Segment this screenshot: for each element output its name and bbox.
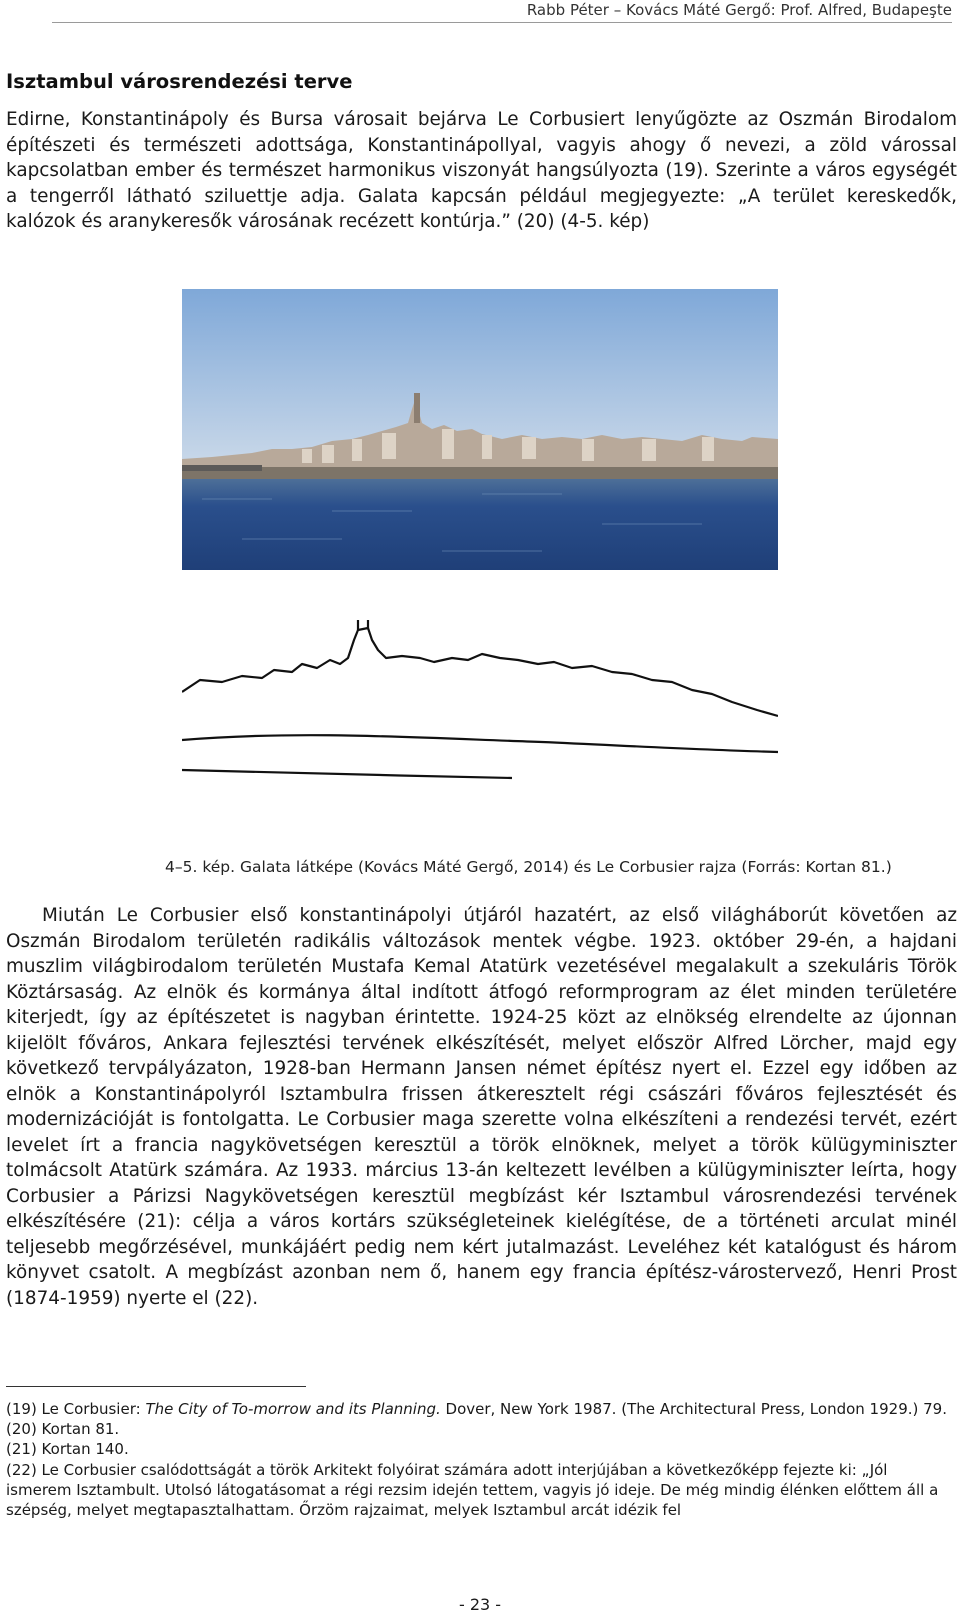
- section-title: Isztambul városrendezési terve: [6, 70, 353, 93]
- running-header: Rabb Péter – Kovács Máté Gergő: Prof. Alfred, Budapeşte: [52, 0, 952, 23]
- galata-photo: [182, 289, 778, 570]
- figure-caption: [165, 858, 892, 876]
- footnote-20: (20) Kortan 81.: [6, 1420, 120, 1439]
- footnote-divider: [6, 1386, 306, 1387]
- figure-caption-text: Galata látképe (Kovács Máté Gergő, 2014) és Le Corbusier rajza (Forrás: Kortan 81.): [240, 858, 892, 876]
- corbusier-sketch: [182, 620, 778, 805]
- page-number: - 23 -: [458, 1595, 502, 1614]
- footnotes: [6, 1399, 957, 1520]
- footnote-22: (22) Le Corbusier csalódottságát a török Arkitekt folyóirat számára adott interjújában a következőképp fejezte ki: „Jól ismerem Isztambult. Utolsó látogatásomat a régi rezsim idején tettem, vagyis jó ideje. De még mindig élénken előttem áll a szépség, melyet megtapasztalhattam. Őrzöm rajzaimat, melyek Isztambul arcát idézik fel: [6, 1460, 939, 1520]
- footnote-19-post: Dover, New York 1987. (The Architectural Press, London 1929.) 79.: [440, 1400, 947, 1418]
- paragraph-main: Miután Le Corbusier első konstantinápolyi útjáról hazatért, az első világháborút követően az Oszmán Birodalom területén radikális változások mentek végbe. 1923. október 29-én, a hajdani muszlim világbirodalom területén Mustafa Kemal Atatürk vezetésével megalakult a szekuláris Török Köztársaság. Az elnök és kormánya által indított átfogó reformprogram az élet minden területére kiterjedt, így az építészetet is nagyban érintette. 1924-25 közt az elnökség elrendelte az újonnan kijelölt főváros, Ankara fejlesztési tervének elkészítését, melyet először Alfred Lörcher, majd egy következő tervpályázaton, 1928-ban Hermann Jansen német építész nyert el. Ezzel egy időben az elnök a Konstantinápolyról Isztambulra frissen átkeresztelt régi császári főváros fejlesztését és modernizációját is fontolgatta. Le Corbusier maga szerette volna elkészíteni a rendezési tervét, ezért levelet írt a francia nagykövetségen keresztül a török elnöknek, melyet a török külügyminiszter tolmácsolt Atatürk számára. Az 1933. március 13-án keltezett levélben a külügyminiszter leírta, hogy Corbusier a Párizsi Nagykövetségen keresztül megbízást kér Isztambul városrendezési tervének elkészítésére (21): célja a város kortárs szükségleteinek kielégítése, de a történeti arculat minél teljesebb megőrzésével, munkájáért pedig nem kért jutalmazást. Leveléhez két katalógust és három könyvet csatolt. A megbízást azonban nem ő, hanem egy francia építész-várostervező, Henri Prost (1874-1959) nyerte el (22).: [6, 905, 957, 1309]
- figure-caption-label: 4–5. kép.: [165, 858, 236, 876]
- footnote-19: [6, 1399, 957, 1419]
- footnote-21: (21) Kortan 140.: [6, 1440, 129, 1459]
- paragraph-intro: Edirne, Konstantinápoly és Bursa városait bejárva Le Corbusiert lenyűgözte az Oszmán Birodalom építészeti és természeti adottsága, Konstantinápollyal, vagyis ahogy ő nevezi, a zöld várossal kapcsolatban ember és természet harmonikus viszonyát hangsúlyozta (19). Szerinte a város egységét a tengerről látható sziluettje adja. Galata kapcsán például megjegyezte: „A terület kereskedők, kalózok és aranykeresők városának recézett kontúrja.” (20) (4-5. kép): [6, 109, 957, 232]
- footnote-19-pre: (19) Le Corbusier:: [6, 1400, 146, 1418]
- footnote-19-title: The City of To-morrow and its Planning.: [145, 1400, 441, 1418]
